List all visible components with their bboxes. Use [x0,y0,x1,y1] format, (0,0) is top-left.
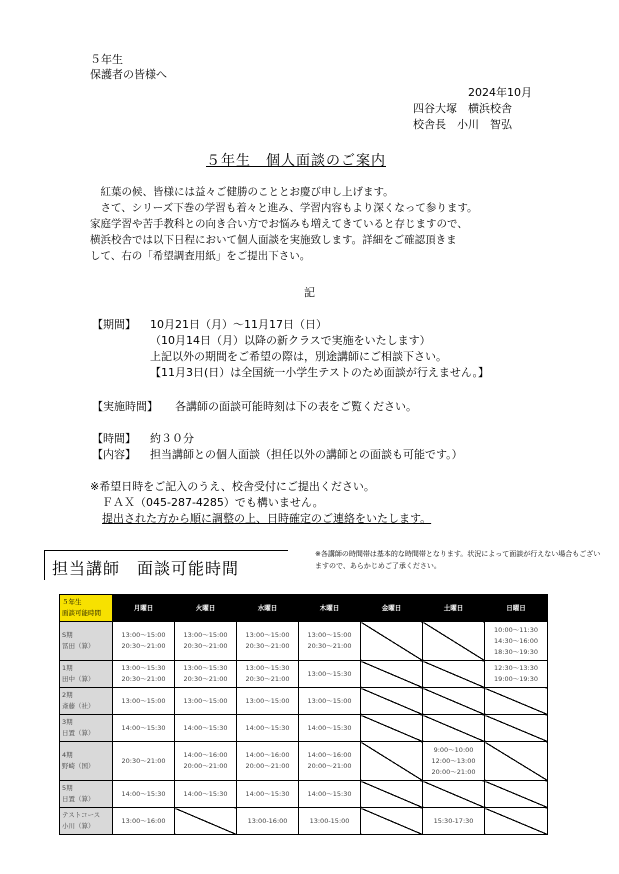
apply-line-1: ※希望日時をご記入のうえ、校舎受付にご提出ください。 [90,480,375,493]
teacher-period: 4期 [62,751,73,759]
schedule-table [59,594,548,835]
time-slot: 12:30～13:30 [494,664,538,672]
unavailable-cell [175,808,237,835]
teacher-period: 2期 [62,691,73,699]
teacher-name: 野崎（国） [62,762,95,770]
time-value: 各講師の面談可能時刻は下の表をご覧ください。 [175,400,417,413]
unavailable-cell [423,661,485,688]
time-slot: 13:00～15:00 [245,696,290,705]
time-slot: 20:30～21:00 [121,642,166,650]
time-slot-cell [423,742,485,781]
recipient-grade: ５年生 [90,53,123,66]
schedule-corner-cell [60,595,113,622]
day-header: 月曜日 [113,595,175,622]
time-slot: 13:00～15:00 [183,631,228,639]
time-slot-cell [113,622,175,661]
teacher-cell [60,622,113,661]
table-row [60,781,548,808]
time-slot-cell [175,622,237,661]
time-slot-cell [237,742,299,781]
time-slot-cell [423,808,485,835]
time-slot: 14:00～15:30 [307,789,352,798]
time-slot-cell [175,661,237,688]
body-line-4: 横浜校舎では以下日程において個人面談を実施致します。詳細をご確認頂きま [90,234,457,246]
time-slot-cell [175,715,237,742]
time-slot-cell [237,715,299,742]
table-row [60,808,548,835]
time-slot: 18:30～19:30 [494,647,538,656]
day-header: 水曜日 [237,595,299,622]
heading-rule-top [44,550,288,551]
time-slot: 13:00～15:30 [307,669,352,678]
table-row [60,622,548,661]
time-slot-cell [237,808,299,835]
time-slot: 13:00～15:00 [121,631,166,639]
time-slot: 13:00～15:00 [245,631,290,639]
time-slot: 20:00～21:00 [245,762,290,770]
table-row [60,742,548,781]
period-label: 【期間】 [92,318,136,331]
letter-date: 2024年10月 [468,86,532,99]
time-slot: 14:00～15:30 [307,723,352,732]
period-note-2: 上記以外の期間をご希望の際は，別途講師にご相談下さい。 [150,350,447,363]
time-slot: 14:00～15:30 [245,723,290,732]
time-slot-cell [299,742,361,781]
time-slot: 20:30～21:00 [183,642,228,650]
time-slot: 20:00～21:00 [431,767,476,776]
teacher-period: S期 [62,631,73,639]
time-slot-cell [113,715,175,742]
time-slot-cell [113,781,175,808]
time-slot: 14:00～16:00 [183,751,228,759]
time-slot-cell [299,808,361,835]
unavailable-cell [485,715,548,742]
teacher-cell [60,688,113,715]
teacher-name: 日置（算） [62,729,95,737]
time-slot-cell [113,688,175,715]
time-slot: 20:30～21:00 [121,756,166,765]
time-slot: 14:00～16:00 [307,751,352,759]
teacher-name: 日置（算） [62,795,95,803]
time-slot: 20:30～21:00 [307,642,352,650]
time-slot: 14:00～15:30 [183,789,228,798]
apply-line-3: 提出された方から順に調整の上、日時確定のご連絡をいたします。 [102,512,432,525]
time-slot: 20:00～21:00 [183,762,228,770]
time-slot: 13:00～15:30 [245,664,290,672]
unavailable-cell [485,688,548,715]
period-note-3: 【11月3日(日）は全国統一小学生テストのため面談が行えません。】 [150,366,490,379]
day-header: 火曜日 [175,595,237,622]
time-slot: 14:00～15:30 [121,789,166,798]
teacher-name: 冨田（算） [62,642,95,650]
schedule-header-row [60,595,548,622]
time-slot: 13:00～15:00 [121,696,166,705]
duration-value: 約３０分 [150,432,194,445]
body-line-3: 家庭学習や苦手教科との向き合い方でお悩みも増えてきていると存じますので、 [90,218,468,230]
time-slot: 14:00～15:30 [245,789,290,798]
unavailable-cell [485,781,548,808]
teacher-name: 田中（算） [62,675,95,683]
time-slot: 13:00～15:00 [307,631,352,639]
time-slot-cell [237,622,299,661]
unavailable-cell [361,661,423,688]
body-line-1: 紅葉の候、皆様には益々ご健勝のこととお慶び申し上げます。 [90,186,394,198]
teacher-period: 5期 [62,784,73,792]
day-header: 金曜日 [361,595,423,622]
apply-line-2: ＦＡＸ（045-287-4285）でも構いません。 [102,496,324,509]
teacher-period: テストコース [62,811,101,819]
table-row [60,715,548,742]
ki-mark: 記 [304,286,315,299]
teacher-cell [60,742,113,781]
time-slot-cell [113,661,175,688]
schedule-note: ※各講師の時間帯は基本的な時間帯となります。状況によって面談が行えない場合もございますので、あらかじめご了承ください。 [315,550,601,570]
time-slot: 14:30～16:00 [494,636,538,645]
time-slot-cell [175,688,237,715]
time-slot: 13:00～15:30 [183,664,228,672]
time-label: 【実施時間】 [92,400,158,413]
unavailable-cell [361,622,423,661]
teacher-cell [60,715,113,742]
time-slot: 20:30～21:00 [183,675,228,683]
unavailable-cell [423,688,485,715]
time-slot: 13:00～15:00 [183,696,228,705]
time-slot: 14:00～15:30 [183,723,228,732]
time-slot-cell [485,622,548,661]
time-slot: 13:00～15:30 [121,664,166,672]
time-slot-cell [237,661,299,688]
period-note-1: （10月14日（月）以降の新クラスで実施をいたします） [150,334,431,347]
teacher-cell [60,808,113,835]
time-slot: 20:30～21:00 [121,675,166,683]
content-value: 担当講師との個人面談（担任以外の講師との面談も可能です。） [150,448,463,461]
period-value: 10月21日（月）～11月17日（日） [150,318,327,331]
time-slot-cell [175,781,237,808]
time-slot: 9:00～10:00 [433,745,474,754]
time-slot-cell [299,661,361,688]
recipient-parents: 保護者の皆様へ [90,68,167,81]
time-slot: 14:00～15:30 [121,723,166,732]
unavailable-cell [361,808,423,835]
time-slot: 13:00-16:00 [247,816,288,825]
time-slot: 13:00～15:00 [307,696,352,705]
teacher-period: 1期 [62,664,73,672]
time-slot: 20:30～21:00 [245,675,290,683]
body-line-5: して、右の「希望調査用紙」をご提出下さい。 [90,250,311,262]
unavailable-cell [423,781,485,808]
day-header: 日曜日 [485,595,548,622]
time-slot: 15:30-17:30 [433,816,474,825]
time-slot: 19:00～19:30 [494,675,538,683]
time-slot-cell [299,781,361,808]
body-line-2: さて、シリーズ下巻の学習も着々と進み、学習内容もより深くなって参ります。 [90,202,478,214]
unavailable-cell [361,781,423,808]
unavailable-cell [485,742,548,781]
duration-label: 【時間】 [92,432,136,445]
page-title: ５年生 個人面談のご案内 [206,153,386,169]
time-slot-cell [113,808,175,835]
time-slot-cell [237,688,299,715]
unavailable-cell [485,808,548,835]
unavailable-cell [361,688,423,715]
table-row [60,661,548,688]
school-name: 四谷大塚 横浜校舎 [413,102,512,115]
time-slot-cell [113,742,175,781]
table-row [60,688,548,715]
time-slot: 13:00～16:00 [121,816,166,825]
time-slot: 20:30～21:00 [245,642,290,650]
time-slot-cell [299,622,361,661]
time-slot-cell [299,715,361,742]
time-slot: 13:00-15:00 [309,816,350,825]
teacher-cell [60,781,113,808]
unavailable-cell [423,715,485,742]
unavailable-cell [361,742,423,781]
content-label: 【内容】 [92,448,136,461]
time-slot: 10:00～11:30 [494,625,538,634]
time-slot-cell [237,781,299,808]
teacher-name: 斎藤（社） [62,702,95,710]
teacher-period: 3期 [62,718,73,726]
time-slot: 20:00～21:00 [307,762,352,770]
day-header: 土曜日 [423,595,485,622]
time-slot-cell [175,742,237,781]
heading-rule-left [44,550,45,580]
teacher-cell [60,661,113,688]
unavailable-cell [423,622,485,661]
principal-name: 校舎長 小川 智弘 [413,118,512,131]
corner-grade: ５年生 [62,598,82,606]
time-slot-cell [485,661,548,688]
teacher-name: 小川（算） [62,822,95,830]
time-slot: 14:00～16:00 [245,751,290,759]
schedule-heading: 担当講師 面談可能時間 [52,559,240,578]
day-header: 木曜日 [299,595,361,622]
corner-caption: 面談可能時間 [62,609,101,617]
time-slot: 12:00～13:00 [431,756,476,765]
unavailable-cell [361,715,423,742]
time-slot-cell [299,688,361,715]
